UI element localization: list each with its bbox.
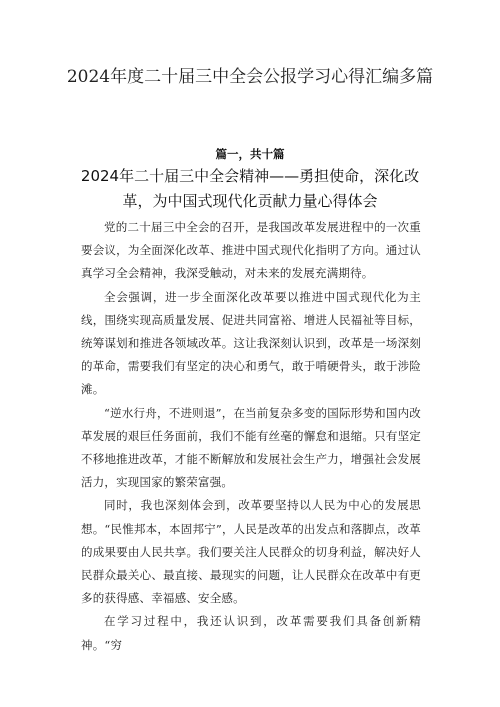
article-body <box>81 216 421 657</box>
paragraph: 同时，我也深刻体会到，改革要坚持以人民为中心的发展思想。“民惟邦本，本固邦宁”，人民是改革的出发点和落脚点，改革的成果要由人民共享。我们要关注人民群众的切身利益，解决好人民群众最关心、最直接、最现实的问题，让人民群众在改革中有更多的获得感、幸福感、安全感。 <box>81 498 421 606</box>
paragraph: 在学习过程中，我还认识到，改革需要我们具备创新精神。“穷 <box>81 614 421 652</box>
paragraph: “逆水行舟，不进则退”，在当前复杂多变的国际形势和国内改革发展的艰巨任务面前，我们不能有丝毫的懈怠和退缩。只有坚定不移地推进改革，才能不断解放和发展社会生产力，增强社会发展活力，实现国家的繁荣富强。 <box>81 405 421 490</box>
paragraph: 党的二十届三中全会的召开，是我国改革发展进程中的一次重要会议，为全面深化改革、推进中国式现代化指明了方向。通过认真学习全会精神，我深受触动，对未来的发展充满期待。 <box>81 220 421 281</box>
paragraph: 全会强调，进一步全面深化改革要以推进中国式现代化为主线，围绕实现高质量发展、促进共同富裕、增进人民福祉等目标，统筹谋划和推进各领域改革。这让我深刻认识到，改革是一场深刻的革命，需要我们有坚定的决心和勇气，敢于啃硬骨头，敢于涉险滩。 <box>81 289 421 397</box>
section-label: 篇一，共十篇 <box>215 147 285 161</box>
article-title: 2024年二十届三中全会精神——勇担使命，深化改革，为中国式现代化贡献力量心得体会 <box>80 167 420 210</box>
document-title: 2024年度二十届三中全会公报学习心得汇编多篇 <box>66 67 434 87</box>
